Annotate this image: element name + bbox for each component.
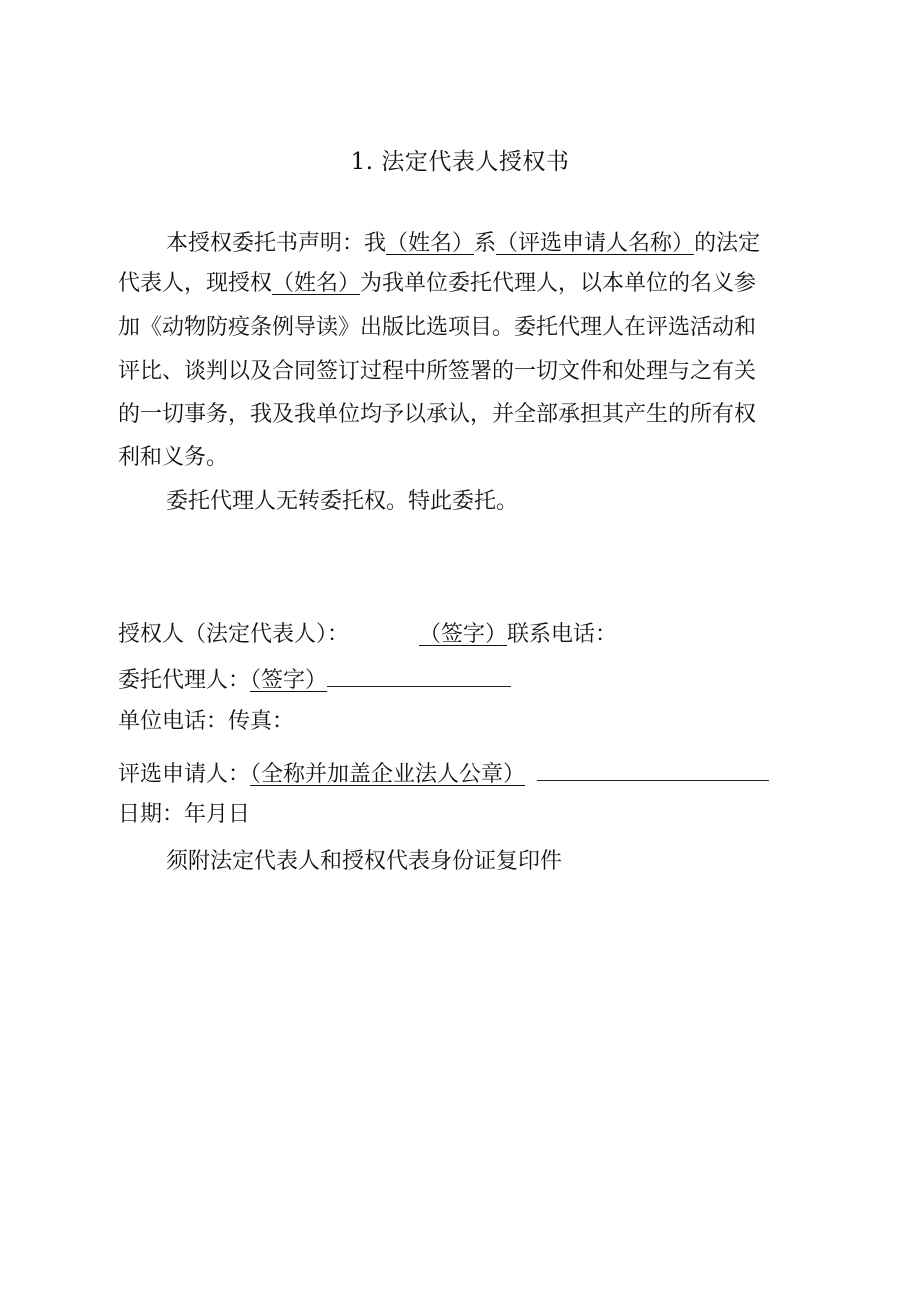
date-line: 日期：年月日: [118, 802, 251, 827]
unit-phone-line: 单位电话：传真：: [118, 709, 295, 734]
text: 代表人，现授权: [118, 271, 273, 296]
text: 系: [474, 231, 497, 256]
agent-name-field: （姓名）: [272, 271, 361, 296]
paragraph-1-line-2: [118, 269, 756, 299]
agent-signature-field: （签字）: [250, 668, 328, 693]
attachment-note: 须附法定代表人和授权代表身份证复印件: [166, 849, 563, 874]
applicant-blank-line: [537, 758, 769, 781]
applicant-label: 评选申请人：: [118, 762, 251, 787]
agent-label: 委托代理人：: [118, 668, 251, 693]
applicant-seal-field: （全称并加盖企业法人公章）: [250, 762, 526, 787]
name-field: （姓名）: [386, 231, 475, 256]
authorizer-label: 授权人（法定代表人）：: [118, 622, 350, 647]
agent-blank-line: [327, 664, 511, 687]
applicant-name-field: （评选申请人名称）: [496, 231, 695, 256]
authorizer-signature-field: （签字）: [419, 622, 508, 647]
authorizer-phone-label: 联系电话：: [507, 622, 618, 647]
text: 的法定: [694, 231, 761, 256]
applicant-line: [118, 758, 769, 790]
paragraph-1-line-5: 的一切事务，我及我单位均予以承认，并全部承担其产生的所有权: [118, 402, 757, 427]
agent-line: [118, 664, 511, 696]
text: 本授权委托书声明：我: [166, 231, 387, 256]
page-title: 1. 法定代表人授权书: [350, 149, 570, 175]
text: 为我单位委托代理人，以本单位的名义参: [360, 271, 757, 296]
authorizer-line: [118, 620, 617, 650]
paragraph-1-line-3: 加《动物防疫条例导读》出版比选项目。委托代理人在评选活动和: [118, 315, 757, 340]
paragraph-1-line-4: 评比、谈判以及合同签订过程中所签署的一切文件和处理与之有关: [118, 359, 757, 384]
paragraph-1-line-1: [166, 229, 760, 259]
paragraph-1-line-6: 利和义务。: [118, 445, 229, 470]
paragraph-2: 委托代理人无转委托权。特此委托。: [166, 489, 519, 514]
